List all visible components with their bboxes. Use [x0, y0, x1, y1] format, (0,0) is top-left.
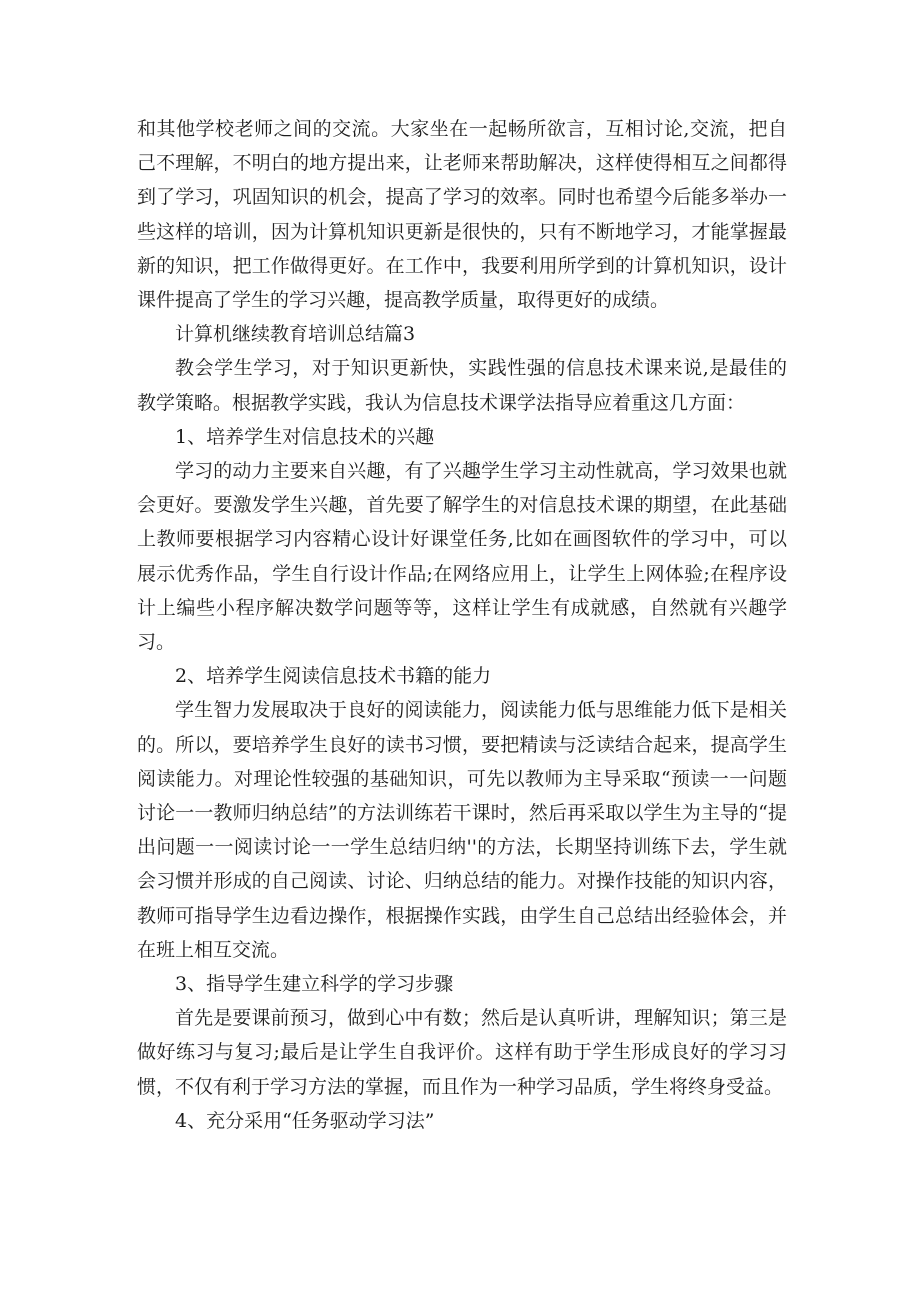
subheading-reading: 2、培养学生阅读信息技术书籍的能力: [175, 665, 492, 688]
subheading-interest: 1、培养学生对信息技术的兴趣: [175, 425, 435, 448]
paragraph-intro: 教会学生学习，对于知识更新快，实践性强的信息技术课来说,是最佳的教学策略。根据教学实践，我认为信息技术课学法指导应着重这几方面：: [137, 357, 787, 414]
section-title: 计算机继续教育培训总结篇3: [175, 323, 416, 346]
paragraph-reading: 学生智力发展取决于良好的阅读能力，阅读能力低与思维能力低下是相关的。所以，要培养学生良好的读书习惯，要把精读与泛读结合起来，提高学生阅读能力。对理论性较强的基础知识，可先以教师为主导采取“预读一一问题讨论一一教师归纳总结”的方法训练若干课时，然后再采取以学生为主导的“提出问题一一阅读讨论一一学生总结归纳''的方法，长期坚持训练下去，学生就会习惯并形成的自己阅读、讨论、归纳总结的能力。对操作技能的知识内容，教师可指导学生边看边操作，根据操作实践，由学生自己总结出经验体会，并在班上相互交流。: [137, 699, 787, 961]
subheading-task-driven: 4、充分采用“任务驱动学习法”: [175, 1109, 435, 1132]
document-body: [137, 112, 787, 1138]
subheading-steps: 3、指导学生建立科学的学习步骤: [175, 973, 454, 996]
paragraph-continuation: 和其他学校老师之间的交流。大家坐在一起畅所欲言，互相讨论,交流，把自己不理解，不明白的地方提出来，让老师来帮助解决，这样使得相互之间都得到了学习，巩固知识的机会，提高了学习的效率。同时也希望今后能多举办一些这样的培训，因为计算机知识更新是很快的，只有不断地学习，才能掌握最新的知识，把工作做得更好。在工作中，我要利用所学到的计算机知识，设计课件提高了学生的学习兴趣，提高教学质量，取得更好的成绩。: [137, 118, 787, 312]
paragraph-steps: 首先是要课前预习，做到心中有数；然后是认真听讲，理解知识；第三是做好练习与复习;最后是让学生自我评价。这样有助于学生形成良好的学习习惯，不仅有利于学习方法的掌握，而且作为一种学习品质，学生将终身受益。: [137, 1007, 787, 1098]
paragraph-interest: 学习的动力主要来自兴趣，有了兴趣学生学习主动性就高，学习效果也就会更好。要激发学生兴趣，首先要了解学生的对信息技术课的期望，在此基础上教师要根据学习内容精心设计好课堂任务,比如在画图软件的学习中，可以展示优秀作品，学生自行设计作品;在网络应用上，让学生上网体验;在程序设计上编些小程序解决数学问题等等，这样让学生有成就感，自然就有兴趣学习。: [137, 460, 787, 654]
